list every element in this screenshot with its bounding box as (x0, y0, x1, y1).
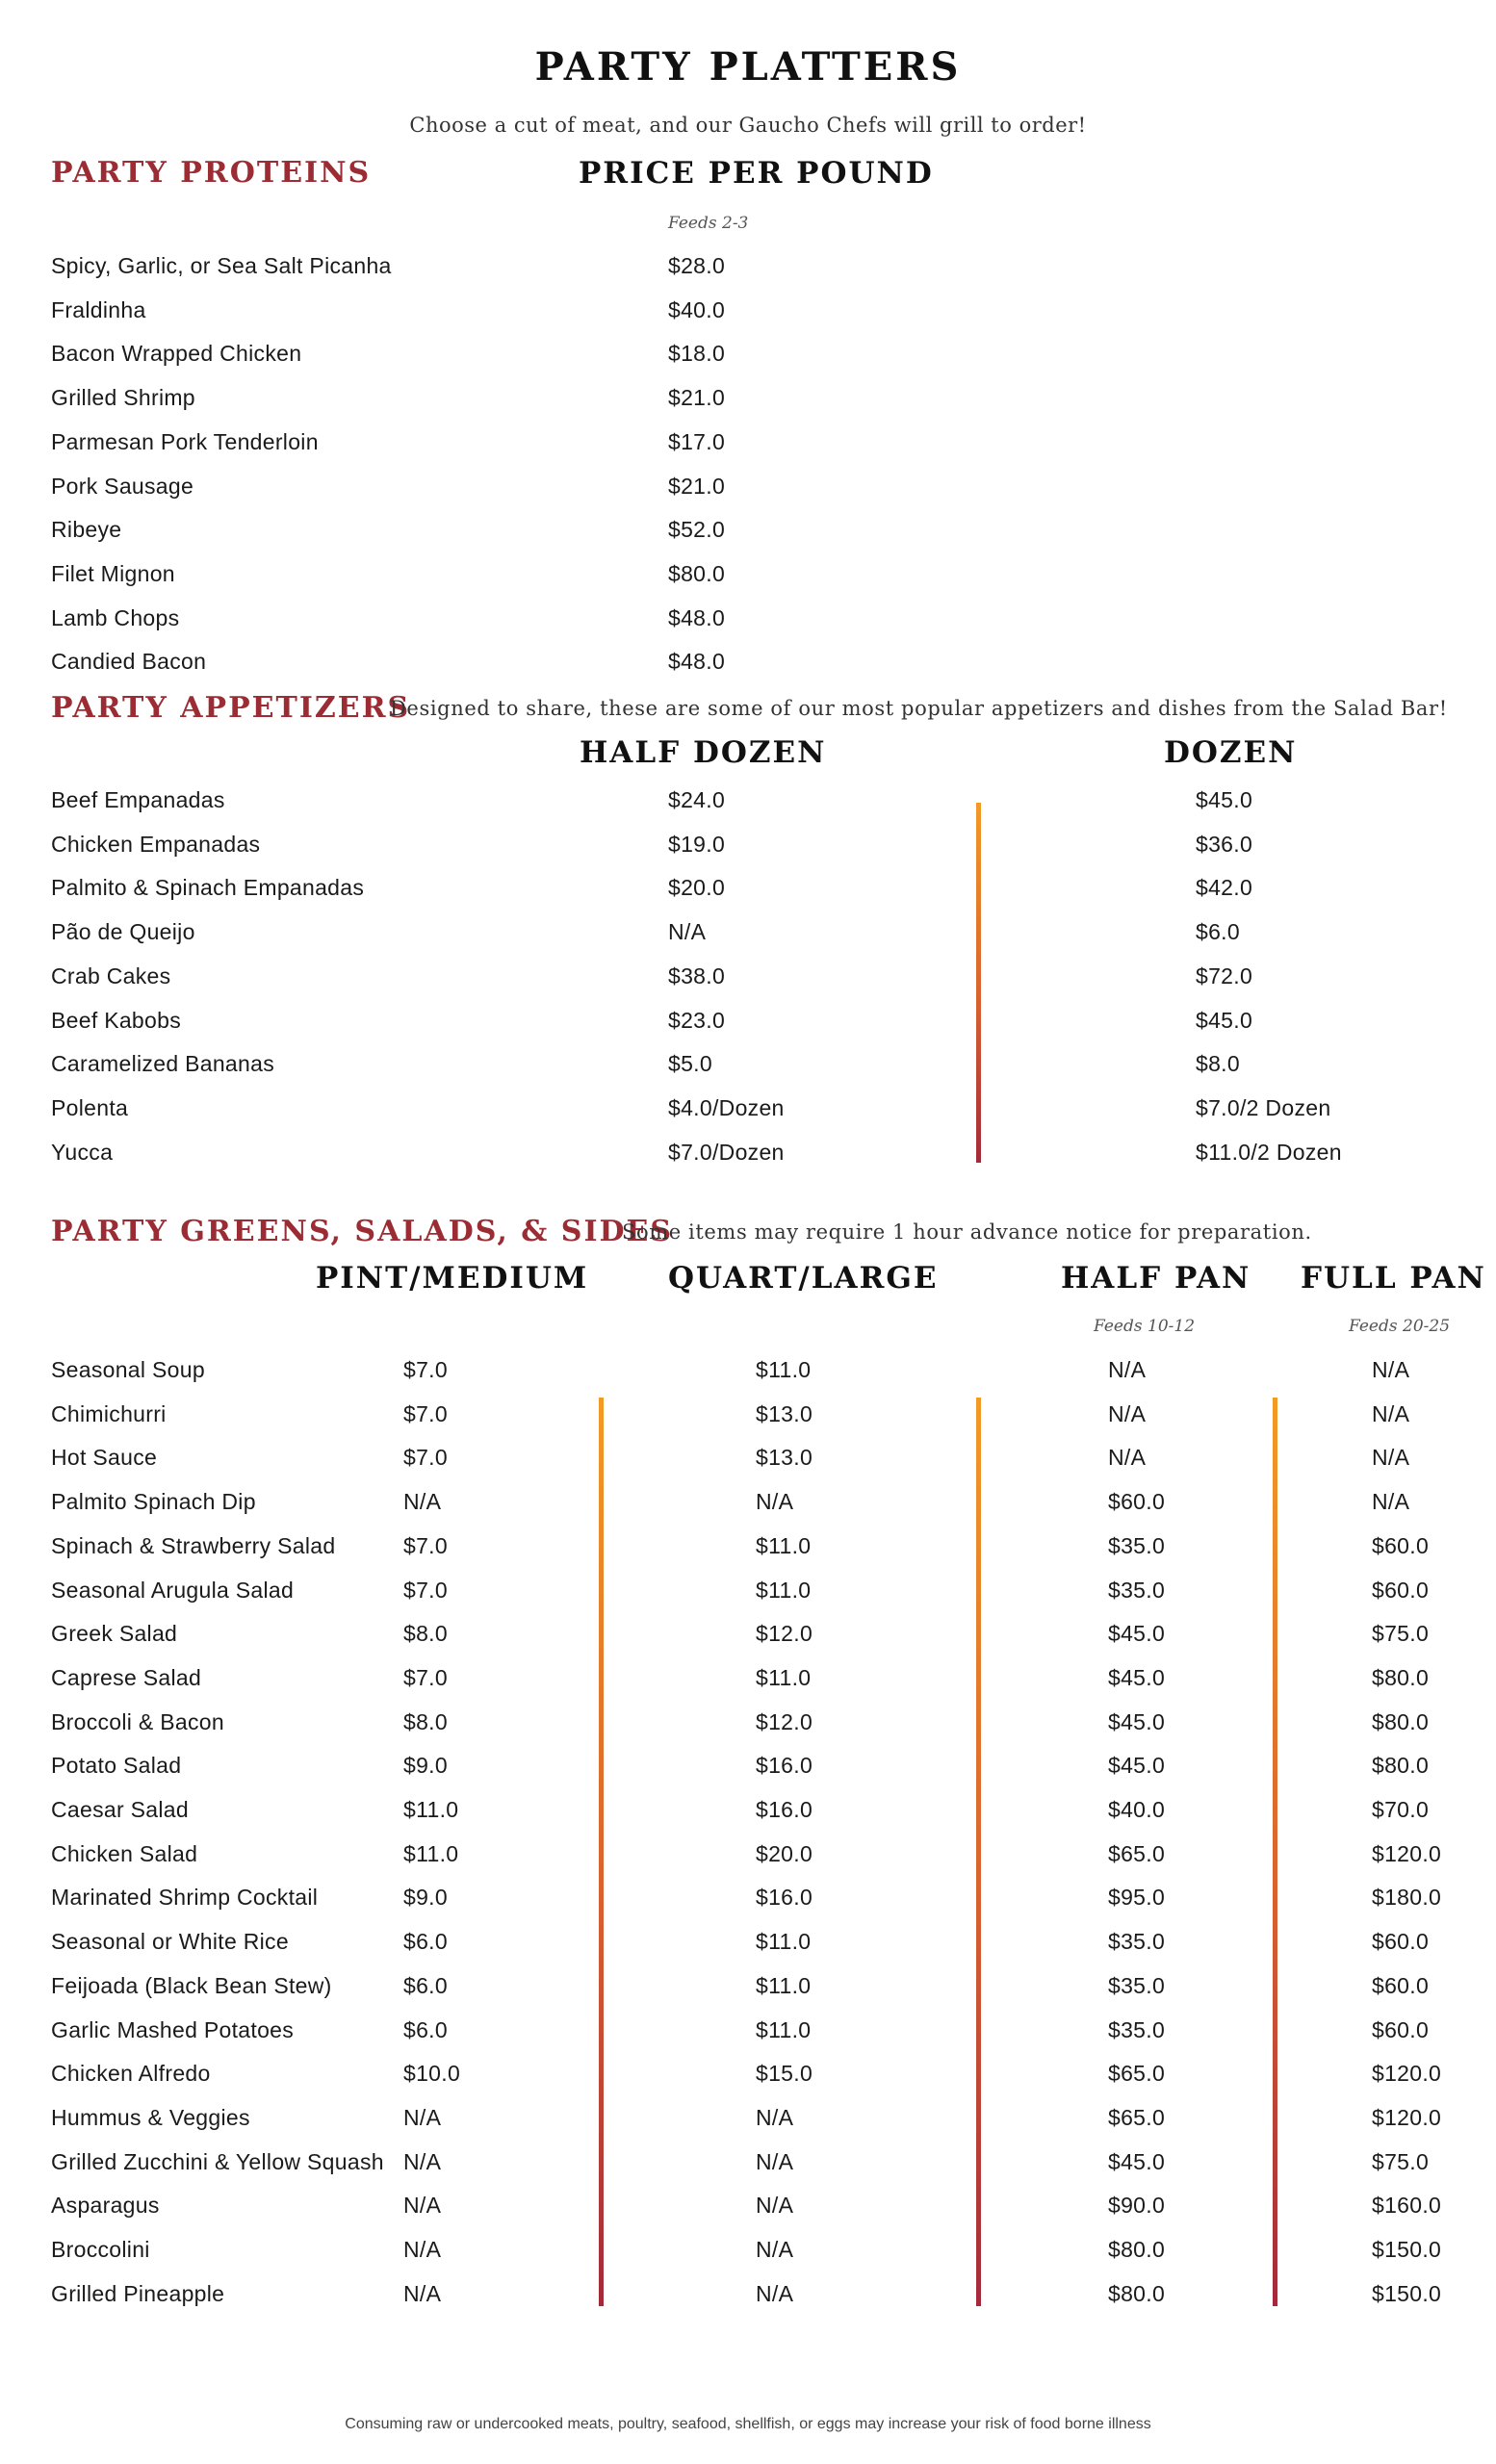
table-row (0, 1568, 1496, 1612)
table-row (0, 1086, 1496, 1130)
table-row (0, 2051, 1496, 2095)
item-price-quart: N/A (756, 2237, 794, 2262)
item-price-pint: $7.0 (403, 1357, 448, 1382)
item-price-pint: $6.0 (403, 1972, 448, 1998)
item-name: Asparagus (51, 2193, 160, 2219)
item-price-pint: $9.0 (403, 1753, 448, 1779)
table-row (0, 552, 1496, 596)
item-price-full-pan: $70.0 (1372, 1797, 1430, 1822)
table-row (0, 1611, 1496, 1656)
item-price-pint: $7.0 (403, 1664, 448, 1690)
item-price-half-dozen: N/A (668, 919, 707, 945)
table-row (0, 1875, 1496, 1919)
item-price-quart: $15.0 (756, 2061, 813, 2087)
table-row (0, 822, 1496, 866)
table-row (0, 464, 1496, 508)
item-name: Grilled Shrimp (51, 385, 195, 411)
table-row (0, 910, 1496, 954)
item-name: Pão de Queijo (51, 919, 195, 945)
item-price-half-pan: $35.0 (1108, 1929, 1166, 1955)
item-price-dozen: $36.0 (1196, 831, 1253, 857)
item-price-dozen: $45.0 (1196, 1007, 1253, 1033)
item-price-quart: $16.0 (756, 1885, 813, 1911)
table-row (0, 865, 1496, 910)
table-row (0, 1919, 1496, 1964)
item-price-dozen: $7.0/2 Dozen (1196, 1094, 1331, 1120)
item-price-full-pan: $75.0 (1372, 2148, 1430, 2174)
table-row (0, 954, 1496, 998)
table-row (0, 1743, 1496, 1787)
table-row (0, 375, 1496, 420)
item-name: Seasonal or White Rice (51, 1929, 289, 1955)
item-price-half-pan: N/A (1108, 1445, 1147, 1471)
item-price-full-pan: $180.0 (1372, 1885, 1442, 1911)
item-price-half-pan: $80.0 (1108, 2237, 1166, 2262)
item-name: Seasonal Soup (51, 1357, 205, 1382)
sides-section-title: PARTY GREENS, SALADS, & SIDES (51, 1215, 674, 1248)
item-name: Feijoada (Black Bean Stew) (51, 1972, 332, 1998)
item-price-half-pan: $35.0 (1108, 1532, 1166, 1558)
table-row (0, 998, 1496, 1042)
table-row (0, 639, 1496, 683)
item-name: Crab Cakes (51, 962, 171, 988)
item-price-full-pan: $80.0 (1372, 1753, 1430, 1779)
item-price-quart: $16.0 (756, 1797, 813, 1822)
item-name: Spicy, Garlic, or Sea Salt Picanha (51, 253, 392, 278)
table-row (0, 778, 1496, 822)
proteins-feeds-note: Feeds 2-3 (668, 214, 749, 233)
item-price-dozen: $8.0 (1196, 1051, 1240, 1077)
table-row (0, 1435, 1496, 1479)
item-price-half-dozen: $20.0 (668, 875, 726, 901)
table-row (0, 420, 1496, 464)
item-name: Bacon Wrapped Chicken (51, 341, 302, 367)
table-row (0, 1524, 1496, 1568)
item-name: Chimichurri (51, 1400, 167, 1426)
item-name: Broccoli & Bacon (51, 1708, 224, 1734)
item-price-half-pan: $35.0 (1108, 1577, 1166, 1603)
table-row (0, 1041, 1496, 1086)
item-price-pint: $7.0 (403, 1445, 448, 1471)
item-name: Broccolini (51, 2237, 150, 2262)
item-name: Potato Salad (51, 1753, 182, 1779)
item-name: Hot Sauce (51, 1445, 158, 1471)
item-name: Chicken Alfredo (51, 2061, 211, 2087)
table-row (0, 2272, 1496, 2316)
item-price-full-pan: N/A (1372, 1357, 1410, 1382)
item-price-full-pan: $120.0 (1372, 2104, 1442, 2130)
item-price-full-pan: $60.0 (1372, 2016, 1430, 2042)
item-price-half-pan: $45.0 (1108, 1753, 1166, 1779)
sides-half-pan-header: HALF PAN (1061, 1261, 1251, 1296)
item-price-per-pound: $80.0 (668, 560, 726, 586)
proteins-section-title: PARTY PROTEINS (51, 156, 372, 190)
item-price-half-pan: $80.0 (1108, 2280, 1166, 2306)
item-price-full-pan: $120.0 (1372, 1840, 1442, 1866)
table-row (0, 2095, 1496, 2140)
item-name: Marinated Shrimp Cocktail (51, 1885, 319, 1911)
item-price-half-pan: N/A (1108, 1400, 1147, 1426)
item-price-half-pan: $45.0 (1108, 1708, 1166, 1734)
proteins-price-header: PRICE PER POUND (579, 156, 934, 191)
table-row (0, 2008, 1496, 2052)
table-row (0, 1656, 1496, 1700)
item-price-quart: $11.0 (756, 1972, 812, 1998)
item-price-quart: N/A (756, 2104, 794, 2130)
sides-full-pan-feeds: Feeds 20-25 (1349, 1317, 1451, 1336)
item-price-pint: $9.0 (403, 1885, 448, 1911)
item-name: Polenta (51, 1094, 129, 1120)
item-price-pint: $6.0 (403, 1929, 448, 1955)
item-price-quart: $20.0 (756, 1840, 813, 1866)
item-price-pint: $7.0 (403, 1532, 448, 1558)
item-price-half-dozen: $24.0 (668, 787, 726, 812)
item-price-full-pan: $160.0 (1372, 2193, 1442, 2219)
item-price-quart: $12.0 (756, 1708, 813, 1734)
table-row (0, 244, 1496, 288)
appetizers-dozen-header: DOZEN (1164, 735, 1298, 770)
item-price-per-pound: $21.0 (668, 473, 726, 499)
item-price-pint: $11.0 (403, 1797, 459, 1822)
item-price-quart: $11.0 (756, 1357, 812, 1382)
item-price-full-pan: $80.0 (1372, 1664, 1430, 1690)
table-row (0, 2183, 1496, 2227)
item-price-quart: $11.0 (756, 1532, 812, 1558)
item-name: Caprese Salad (51, 1664, 202, 1690)
item-price-half-pan: $35.0 (1108, 1972, 1166, 1998)
item-price-per-pound: $40.0 (668, 296, 726, 322)
item-price-pint: N/A (403, 1489, 442, 1515)
item-price-pint: N/A (403, 2104, 442, 2130)
item-price-half-dozen: $5.0 (668, 1051, 712, 1077)
item-price-per-pound: $17.0 (668, 428, 726, 454)
item-name: Greek Salad (51, 1621, 178, 1647)
item-name: Lamb Chops (51, 604, 180, 630)
table-row (0, 1392, 1496, 1436)
item-price-pint: N/A (403, 2237, 442, 2262)
item-price-full-pan: $150.0 (1372, 2237, 1442, 2262)
item-name: Ribeye (51, 517, 122, 543)
item-price-half-pan: $35.0 (1108, 2016, 1166, 2042)
item-price-pint: $7.0 (403, 1400, 448, 1426)
item-price-half-pan: N/A (1108, 1357, 1147, 1382)
table-row (0, 1787, 1496, 1832)
item-name: Palmito Spinach Dip (51, 1489, 256, 1515)
item-price-dozen: $72.0 (1196, 962, 1253, 988)
item-name: Beef Kabobs (51, 1007, 182, 1033)
footer-disclaimer: Consuming raw or undercooked meats, poultry, seafood, shellfish, or eggs may increase your risk of food borne illness (345, 2416, 1151, 2432)
item-price-half-pan: $45.0 (1108, 1621, 1166, 1647)
item-name: Chicken Empanadas (51, 831, 261, 857)
item-price-half-dozen: $38.0 (668, 962, 726, 988)
item-price-pint: $6.0 (403, 2016, 448, 2042)
item-price-full-pan: $80.0 (1372, 1708, 1430, 1734)
item-price-quart: $11.0 (756, 1929, 812, 1955)
item-price-quart: N/A (756, 1489, 794, 1515)
table-row (0, 331, 1496, 375)
item-price-full-pan: $75.0 (1372, 1621, 1430, 1647)
item-price-per-pound: $52.0 (668, 517, 726, 543)
table-row (0, 507, 1496, 552)
item-price-full-pan: $150.0 (1372, 2280, 1442, 2306)
item-name: Candied Bacon (51, 649, 207, 675)
item-name: Grilled Pineapple (51, 2280, 225, 2306)
item-price-half-pan: $45.0 (1108, 1664, 1166, 1690)
item-price-quart: N/A (756, 2280, 794, 2306)
item-price-pint: $7.0 (403, 1577, 448, 1603)
item-name: Filet Mignon (51, 560, 175, 586)
item-price-pint: $8.0 (403, 1621, 448, 1647)
item-price-half-dozen: $19.0 (668, 831, 726, 857)
appetizers-section-title: PARTY APPETIZERS (51, 691, 411, 725)
item-price-half-pan: $95.0 (1108, 1885, 1166, 1911)
item-name: Palmito & Spinach Empanadas (51, 875, 365, 901)
item-name: Caramelized Bananas (51, 1051, 274, 1077)
item-price-half-pan: $45.0 (1108, 2148, 1166, 2174)
item-price-dozen: $6.0 (1196, 919, 1240, 945)
table-row (0, 1348, 1496, 1392)
item-name: Hummus & Veggies (51, 2104, 250, 2130)
item-price-quart: $16.0 (756, 1753, 813, 1779)
table-row (0, 1130, 1496, 1174)
sides-half-pan-feeds: Feeds 10-12 (1094, 1317, 1196, 1336)
page-subtitle: Choose a cut of meat, and our Gaucho Chefs will grill to order! (409, 114, 1087, 137)
item-price-half-dozen: $4.0/Dozen (668, 1094, 785, 1120)
item-name: Spinach & Strawberry Salad (51, 1532, 336, 1558)
item-price-quart: $11.0 (756, 2016, 812, 2042)
table-row (0, 596, 1496, 640)
item-price-pint: $11.0 (403, 1840, 459, 1866)
table-row (0, 1479, 1496, 1524)
item-name: Yucca (51, 1139, 114, 1165)
item-price-per-pound: $21.0 (668, 385, 726, 411)
table-row (0, 1700, 1496, 1744)
sides-pint-header: PINT/MEDIUM (316, 1261, 589, 1296)
item-price-quart: $13.0 (756, 1445, 813, 1471)
item-price-quart: $12.0 (756, 1621, 813, 1647)
item-name: Beef Empanadas (51, 787, 225, 812)
item-price-half-pan: $65.0 (1108, 1840, 1166, 1866)
item-price-half-pan: $65.0 (1108, 2061, 1166, 2087)
item-price-dozen: $11.0/2 Dozen (1196, 1139, 1342, 1165)
item-price-full-pan: N/A (1372, 1400, 1410, 1426)
item-price-full-pan: $60.0 (1372, 1532, 1430, 1558)
item-price-quart: $11.0 (756, 1577, 812, 1603)
item-price-full-pan: $60.0 (1372, 1929, 1430, 1955)
page-title: PARTY PLATTERS (534, 44, 962, 90)
item-price-per-pound: $48.0 (668, 604, 726, 630)
item-price-full-pan: N/A (1372, 1445, 1410, 1471)
item-name: Parmesan Pork Tenderloin (51, 428, 319, 454)
item-name: Chicken Salad (51, 1840, 198, 1866)
item-price-half-dozen: $23.0 (668, 1007, 726, 1033)
table-row (0, 2227, 1496, 2272)
appetizers-note: Designed to share, these are some of our most popular appetizers and dishes from the Salad Bar! (390, 697, 1448, 720)
table-row (0, 2140, 1496, 2184)
item-price-full-pan: N/A (1372, 1489, 1410, 1515)
item-price-half-pan: $60.0 (1108, 1489, 1166, 1515)
item-price-quart: $11.0 (756, 1664, 812, 1690)
item-price-quart: N/A (756, 2148, 794, 2174)
table-row (0, 1832, 1496, 1876)
item-price-half-pan: $65.0 (1108, 2104, 1166, 2130)
item-price-dozen: $42.0 (1196, 875, 1253, 901)
item-price-half-pan: $40.0 (1108, 1797, 1166, 1822)
item-price-full-pan: $60.0 (1372, 1972, 1430, 1998)
item-name: Caesar Salad (51, 1797, 189, 1822)
item-price-per-pound: $28.0 (668, 253, 726, 278)
item-price-per-pound: $48.0 (668, 649, 726, 675)
table-row (0, 288, 1496, 332)
item-price-half-dozen: $7.0/Dozen (668, 1139, 785, 1165)
item-price-quart: $13.0 (756, 1400, 813, 1426)
item-price-quart: N/A (756, 2193, 794, 2219)
item-price-half-pan: $90.0 (1108, 2193, 1166, 2219)
item-price-pint: $8.0 (403, 1708, 448, 1734)
item-name: Fraldinha (51, 296, 146, 322)
item-price-pint: N/A (403, 2193, 442, 2219)
item-price-per-pound: $18.0 (668, 341, 726, 367)
item-price-pint: N/A (403, 2148, 442, 2174)
item-name: Garlic Mashed Potatoes (51, 2016, 295, 2042)
appetizers-half-dozen-header: HALF DOZEN (580, 735, 827, 770)
item-price-full-pan: $60.0 (1372, 1577, 1430, 1603)
sides-quart-header: QUART/LARGE (668, 1261, 939, 1296)
item-name: Grilled Zucchini & Yellow Squash (51, 2148, 384, 2174)
item-name: Pork Sausage (51, 473, 194, 499)
table-row (0, 1964, 1496, 2008)
sides-note: Some items may require 1 hour advance notice for preparation. (622, 1220, 1312, 1244)
item-price-full-pan: $120.0 (1372, 2061, 1442, 2087)
item-price-dozen: $45.0 (1196, 787, 1253, 812)
item-price-pint: N/A (403, 2280, 442, 2306)
sides-full-pan-header: FULL PAN (1301, 1261, 1486, 1296)
item-price-pint: $10.0 (403, 2061, 461, 2087)
item-name: Seasonal Arugula Salad (51, 1577, 295, 1603)
